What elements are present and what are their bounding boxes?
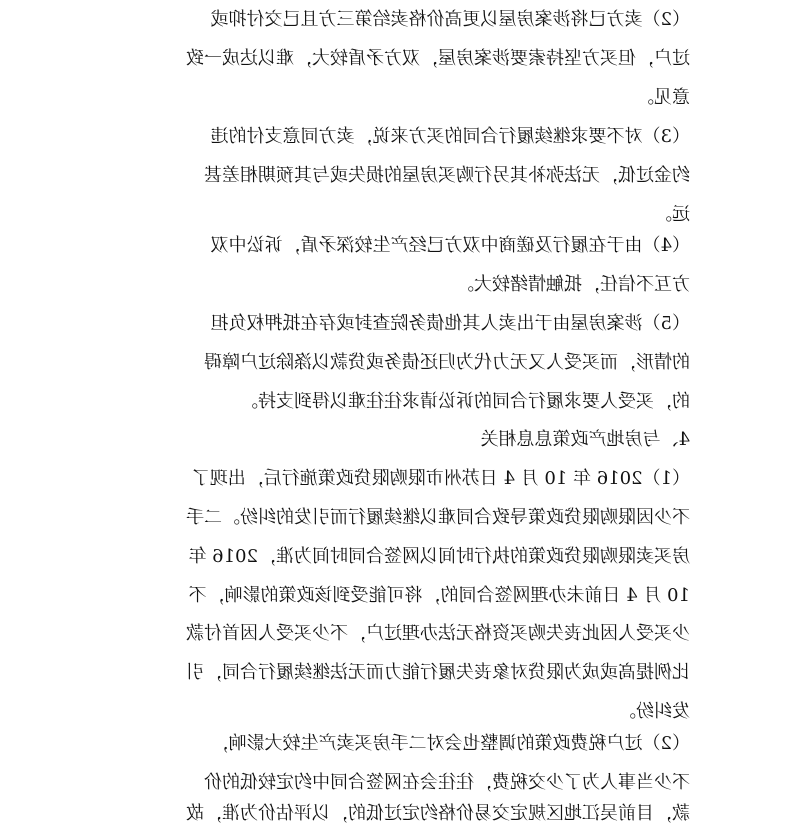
text-line: 房买卖限购限贷政策的执行时间以网签合同时间为准，2016 年 [188,546,690,567]
text-line: 意见。 [636,87,690,108]
text-line: 少买受人因此丧失购买资格无法办理过户，不少买受人因首付款 [186,623,690,644]
text-line: 方互不信任，抵触情绪较大。 [456,274,690,295]
text-line: （5）涉案房屋由于出卖人其他债务院查封或存在抵押权负担 [210,313,690,334]
text-line: 不少因限购限贷政策导致合同难以继续履行而引发的纠纷。二手 [186,507,690,528]
text-line: （3）对不要求继续履行合同的买方来说，卖方同意支付的违 [210,126,690,147]
text-line: 发纠纷。 [618,701,690,722]
text-line: 的，买受人要求履行合同的诉讼请求往往难以得到支持。 [240,391,690,412]
text-line: （2）过户税费政策的调整也会对二手房买卖产生较大影响， [210,733,690,754]
text-line: 远。 [654,204,690,225]
section-heading: 4、与房地产政策息息相关 [480,429,690,450]
text-line: 10 月 4 日前未办理网签合同的，将可能受到该政策的影响，不 [188,585,690,606]
text-line: 约金过低，无法弥补其另行购买房屋的损失或与其预期相差甚 [204,165,690,186]
text-line: 不少当事人为了少交税费，往往会在网签合同中约定较低的价 [204,772,690,793]
text-line: （4）由于在履行及磋商中双方已经产生较深矛盾，诉讼中双 [210,235,690,256]
text-line: 款，目前吴江地区规定交易价格约定过低的，以评估价为准，故 [186,803,690,824]
text-line: 过户，但买方坚持索要涉案房屋，双方矛盾较大，难以达成一致 [186,48,690,69]
text-line: 的情形，而买受人又无力代为归还债务或贷款以涤除过户障碍 [204,352,690,373]
text-line: （2）卖方已将涉案房屋以更高价格卖给第三方且已交付抑或 [210,9,690,30]
text-line: 比例提高或成为限贷对象丧失履行能力而无法继续履行合同，引 [186,662,690,683]
text-line: （1）2016 年 10 月 4 日苏州市限购限贷政策施行后，出现了 [191,468,690,489]
